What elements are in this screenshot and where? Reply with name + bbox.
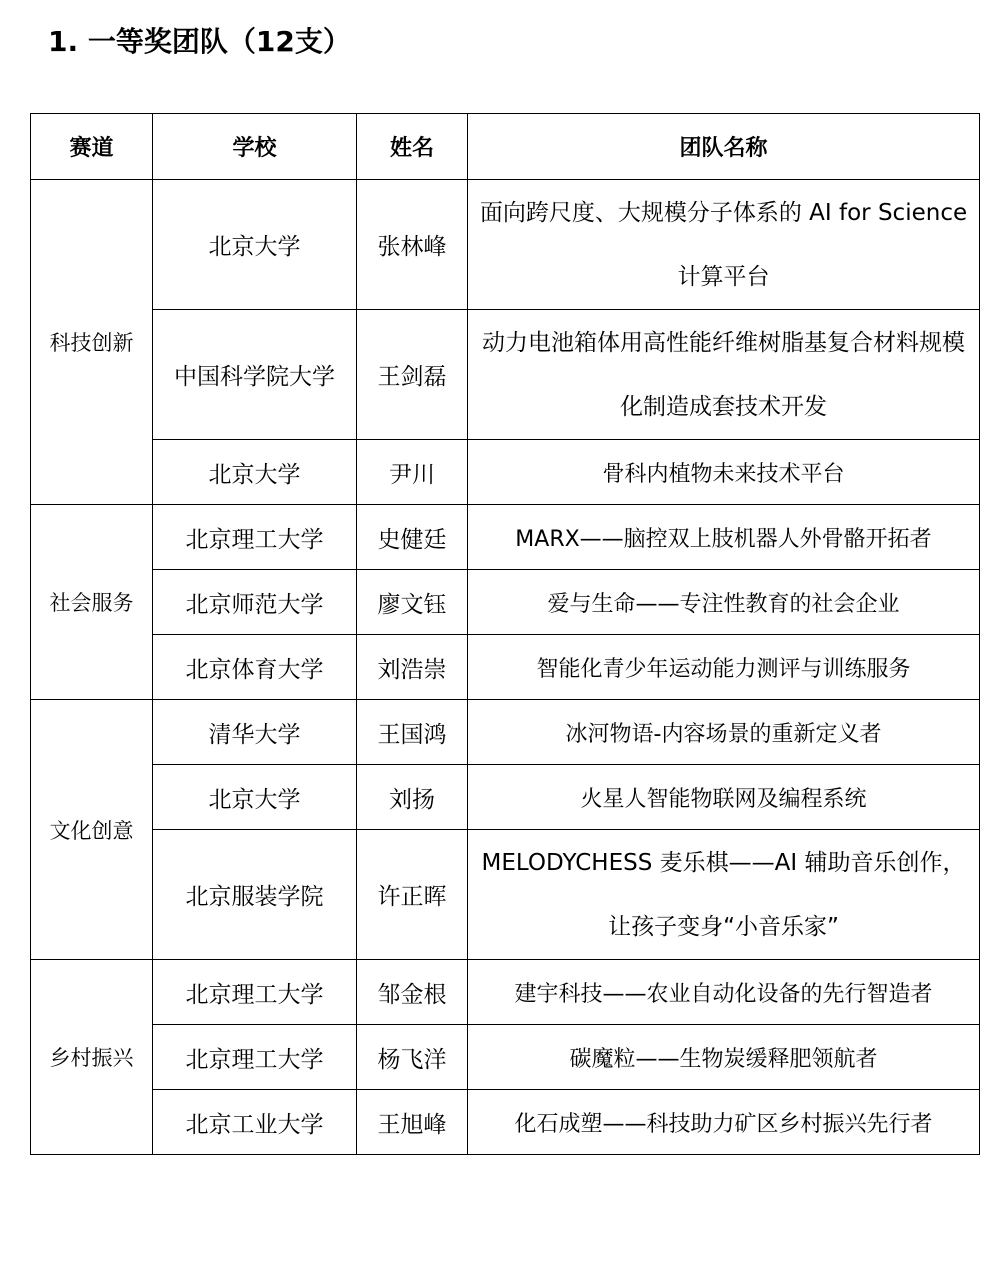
team-cell: 动力电池箱体用高性能纤维树脂基复合材料规模化制造成套技术开发: [468, 310, 980, 440]
team-cell: MELODYCHESS 麦乐棋——AI 辅助音乐创作，让孩子变身“小音乐家”: [468, 830, 980, 960]
name-cell: 史健廷: [357, 505, 468, 570]
school-cell: 北京大学: [153, 765, 357, 830]
name-cell: 刘浩崇: [357, 635, 468, 700]
table-row: [31, 635, 980, 700]
column-header-school: 学校: [153, 114, 357, 180]
table-row: [31, 830, 980, 960]
table-row: [31, 1090, 980, 1155]
school-cell: 北京大学: [153, 440, 357, 505]
table-header-row: [31, 114, 980, 180]
table-row: [31, 765, 980, 830]
school-cell: 北京师范大学: [153, 570, 357, 635]
name-cell: 尹川: [357, 440, 468, 505]
team-cell: 火星人智能物联网及编程系统: [468, 765, 980, 830]
team-cell: 面向跨尺度、大规模分子体系的 AI for Science 计算平台: [468, 180, 980, 310]
school-cell: 清华大学: [153, 700, 357, 765]
track-cell: 社会服务: [31, 505, 153, 700]
team-cell: 化石成塑——科技助力矿区乡村振兴先行者: [468, 1090, 980, 1155]
table-row: [31, 570, 980, 635]
school-cell: 北京大学: [153, 180, 357, 310]
team-cell: 智能化青少年运动能力测评与训练服务: [468, 635, 980, 700]
name-cell: 刘扬: [357, 765, 468, 830]
name-cell: 张林峰: [357, 180, 468, 310]
name-cell: 邹金根: [357, 960, 468, 1025]
section-title: 1. 一等奖团队（12支）: [48, 25, 351, 58]
name-cell: 王剑磊: [357, 310, 468, 440]
team-cell: 骨科内植物未来技术平台: [468, 440, 980, 505]
table-row: [31, 1025, 980, 1090]
school-cell: 北京体育大学: [153, 635, 357, 700]
name-cell: 王旭峰: [357, 1090, 468, 1155]
name-cell: 许正晖: [357, 830, 468, 960]
school-cell: 北京理工大学: [153, 505, 357, 570]
name-cell: 杨飞洋: [357, 1025, 468, 1090]
team-cell: 爱与生命——专注性教育的社会企业: [468, 570, 980, 635]
team-cell: 冰河物语-内容场景的重新定义者: [468, 700, 980, 765]
team-cell: 碳魔粒——生物炭缓释肥领航者: [468, 1025, 980, 1090]
track-cell: 乡村振兴: [31, 960, 153, 1155]
table-row: [31, 180, 980, 310]
school-cell: 北京服装学院: [153, 830, 357, 960]
table-row: [31, 440, 980, 505]
school-cell: 北京工业大学: [153, 1090, 357, 1155]
name-cell: 王国鸿: [357, 700, 468, 765]
school-cell: 北京理工大学: [153, 1025, 357, 1090]
team-cell: MARX——脑控双上肢机器人外骨骼开拓者: [468, 505, 980, 570]
school-cell: 中国科学院大学: [153, 310, 357, 440]
table-row: [31, 960, 980, 1025]
track-cell: 文化创意: [31, 700, 153, 960]
table-row: [31, 310, 980, 440]
column-header-track: 赛道: [31, 114, 153, 180]
table-row: [31, 700, 980, 765]
track-cell: 科技创新: [31, 180, 153, 505]
column-header-team: 团队名称: [468, 114, 980, 180]
column-header-name: 姓名: [357, 114, 468, 180]
school-cell: 北京理工大学: [153, 960, 357, 1025]
award-table: [30, 113, 980, 1155]
table-row: [31, 505, 980, 570]
team-cell: 建宇科技——农业自动化设备的先行智造者: [468, 960, 980, 1025]
name-cell: 廖文钰: [357, 570, 468, 635]
